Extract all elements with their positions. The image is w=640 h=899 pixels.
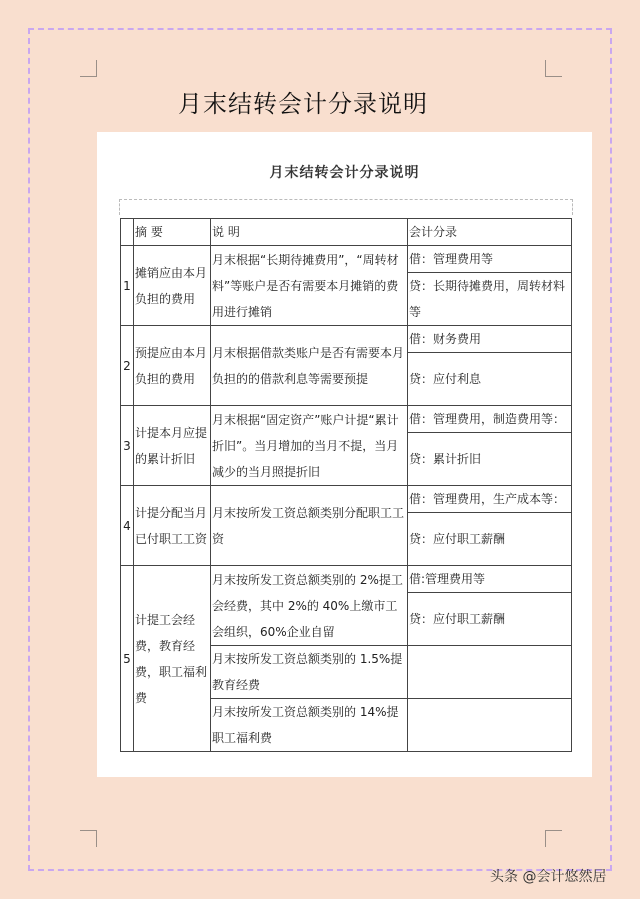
row-credit: 贷：累计折旧: [408, 433, 572, 486]
row-description: 月末根据借款类账户是否有需要本月负担的的借款利息等需要预提: [211, 326, 408, 406]
row-credit: 贷：应付职工薪酬: [408, 593, 572, 646]
header-summary: 摘 要: [134, 219, 211, 246]
row-summary: 摊销应由本月负担的费用: [134, 246, 211, 326]
row-number: 4: [121, 486, 134, 566]
dotted-frame: [119, 199, 573, 215]
table-row: [121, 326, 572, 353]
row-number: 5: [121, 566, 134, 752]
row-description: 月末根据“固定资产”账户计提“累计折旧”。当月增加的当月不提，当月减少的当月照提折旧: [211, 406, 408, 486]
row-description: 月末根据“长期待摊费用”，“周转材料”等账户是否有需要本月摊销的费用进行摊销: [211, 246, 408, 326]
row-number: 3: [121, 406, 134, 486]
row-debit: 借：管理费用，制造费用等：: [408, 406, 572, 433]
row-credit: 贷：长期待摊费用，周转材料等: [408, 273, 572, 326]
row-number: 2: [121, 326, 134, 406]
row-description: 月末按所发工资总额类别的 1.5%提教育经费: [211, 646, 408, 699]
row-entry-empty: [408, 646, 572, 699]
table-row: [121, 246, 572, 273]
crop-mark-bottom-right: [545, 830, 562, 847]
header-num: [121, 219, 134, 246]
header-entry: 会计分录: [408, 219, 572, 246]
table-header-row: [121, 219, 572, 246]
row-debit: 借:管理费用等: [408, 566, 572, 593]
crop-mark-bottom-left: [80, 830, 97, 847]
document-title: 月末结转会计分录说明: [269, 165, 420, 181]
crop-mark-top-left: [80, 60, 97, 77]
row-description: 月末按所发工资总额类别的 14%提职工福利费: [211, 699, 408, 752]
row-number: 1: [121, 246, 134, 326]
row-summary: 计提工会经费，教育经费，职工福利费: [134, 566, 211, 752]
table-row: [121, 566, 572, 593]
header-description: 说 明: [211, 219, 408, 246]
row-debit: 借：财务费用: [408, 326, 572, 353]
row-summary: 计提分配当月已付职工工资: [134, 486, 211, 566]
row-credit: 贷：应付利息: [408, 353, 572, 406]
table-row: [121, 486, 572, 513]
row-description: 月末按所发工资总额类别分配职工工资: [211, 486, 408, 566]
crop-mark-top-right: [545, 60, 562, 77]
table-row: [121, 406, 572, 433]
entries-table: [120, 218, 572, 752]
row-entry-empty: [408, 699, 572, 752]
document-image: [97, 132, 592, 777]
row-summary: 预提应由本月负担的费用: [134, 326, 211, 406]
watermark-credit: 头条 @会计悠然居: [490, 869, 607, 885]
row-credit: 贷：应付职工薪酬: [408, 513, 572, 566]
page-heading: 月末结转会计分录说明: [178, 90, 428, 118]
row-summary: 计提本月应提的累计折旧: [134, 406, 211, 486]
row-debit: 借：管理费用等: [408, 246, 572, 273]
row-debit: 借：管理费用，生产成本等：: [408, 486, 572, 513]
row-description: 月末按所发工资总额类别的 2%提工会经费，其中 2%的 40%上缴市工会组织，60%企业自留: [211, 566, 408, 646]
